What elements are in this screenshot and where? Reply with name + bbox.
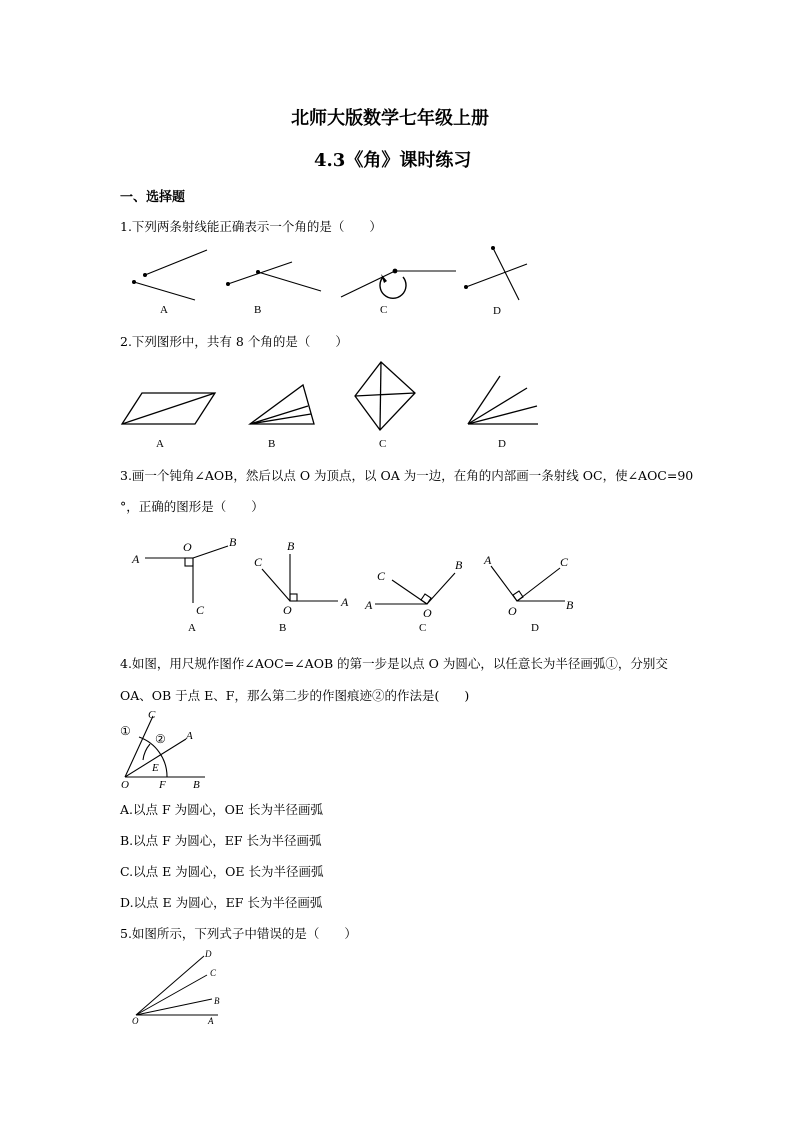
q3a-point-o: O xyxy=(183,540,192,554)
q2-label-a: A xyxy=(156,438,164,450)
q1-label-d: D xyxy=(493,305,501,317)
q4-point-f: F xyxy=(159,779,166,791)
question-4-stem-line1: 4.如图，用尺规作图作∠AOC=∠AOB 的第一步是以点 O 为圆心，以任意长为半径画弧①，分别交 xyxy=(120,656,668,671)
q3c-point-o: O xyxy=(423,606,432,620)
document-title: 北师大版数学七年级上册 xyxy=(291,108,489,129)
question-4-stem-line2: OA、OB 于点 E、F，那么第二步的作图痕迹②的作法是( ) xyxy=(120,688,470,703)
q3b-point-b: B xyxy=(287,539,295,553)
q3b-point-o: O xyxy=(283,603,292,617)
question-5-stem: 5.如图所示，下列式子中错误的是（ ） xyxy=(120,926,357,941)
q3d-point-b: B xyxy=(566,598,574,612)
q4-point-a: A xyxy=(186,730,193,742)
question-4-option-a: A.以点 F 为圆心，OE 长为半径画弧 xyxy=(120,802,323,817)
q1-label-a: A xyxy=(160,304,168,316)
q5-point-o: O xyxy=(132,1016,139,1026)
q3a-point-c: C xyxy=(196,603,205,617)
q3c-point-a: A xyxy=(365,598,373,612)
q3c-point-c: C xyxy=(377,569,386,583)
question-3-stem-line2: °，正确的图形是（ ） xyxy=(120,499,264,514)
question-2-stem: 2.下列图形中，共有 8 个角的是（ ） xyxy=(120,334,348,349)
q4-point-e: E xyxy=(152,762,159,774)
q1-label-c: C xyxy=(380,304,388,316)
q3c-point-b: B xyxy=(455,558,463,572)
question-1-stem: 1.下列两条射线能正确表示一个角的是（ ） xyxy=(120,219,382,234)
q1-label-b: B xyxy=(254,304,262,316)
q4-arc-mark-2: ② xyxy=(155,732,166,746)
q4-point-o: O xyxy=(121,779,129,791)
q3-label-c: C xyxy=(419,622,427,634)
q5-point-b: B xyxy=(214,996,220,1006)
q3a-point-b: B xyxy=(229,535,237,549)
q3-label-d: D xyxy=(531,622,539,634)
q4-point-c: C xyxy=(148,709,156,721)
q3b-point-a: A xyxy=(341,595,349,609)
q3-label-b: B xyxy=(279,622,287,634)
question-4-option-b: B.以点 F 为圆心，EF 长为半径画弧 xyxy=(120,833,322,848)
q3d-point-c: C xyxy=(560,555,569,569)
q4-arc-mark-1: ① xyxy=(120,724,131,738)
q3b-point-c: C xyxy=(254,555,263,569)
q3d-point-o: O xyxy=(508,604,517,618)
q2-label-c: C xyxy=(379,438,387,450)
q5-point-c: C xyxy=(210,968,217,978)
q4-point-b: B xyxy=(193,779,200,791)
q5-point-d: D xyxy=(205,949,212,959)
q2-label-b: B xyxy=(268,438,276,450)
q3d-point-a: A xyxy=(484,553,492,567)
q2-label-d: D xyxy=(498,438,506,450)
question-4-option-d: D.以点 E 为圆心，EF 长为半径画弧 xyxy=(120,895,323,910)
section-heading: 一、选择题 xyxy=(120,190,186,205)
q3a-point-a: A xyxy=(132,552,140,566)
q3-label-a: A xyxy=(188,622,196,634)
document-subtitle: 4.3《角》课时练习 xyxy=(314,150,472,171)
question-3-stem-line1: 3.画一个钝角∠AOB，然后以点 O 为顶点，以 OA 为一边，在角的内部画一条射线 OC，使∠AOC=90 xyxy=(120,468,694,483)
question-4-option-c: C.以点 E 为圆心，OE 长为半径画弧 xyxy=(120,864,324,879)
q5-point-a: A xyxy=(208,1016,214,1026)
